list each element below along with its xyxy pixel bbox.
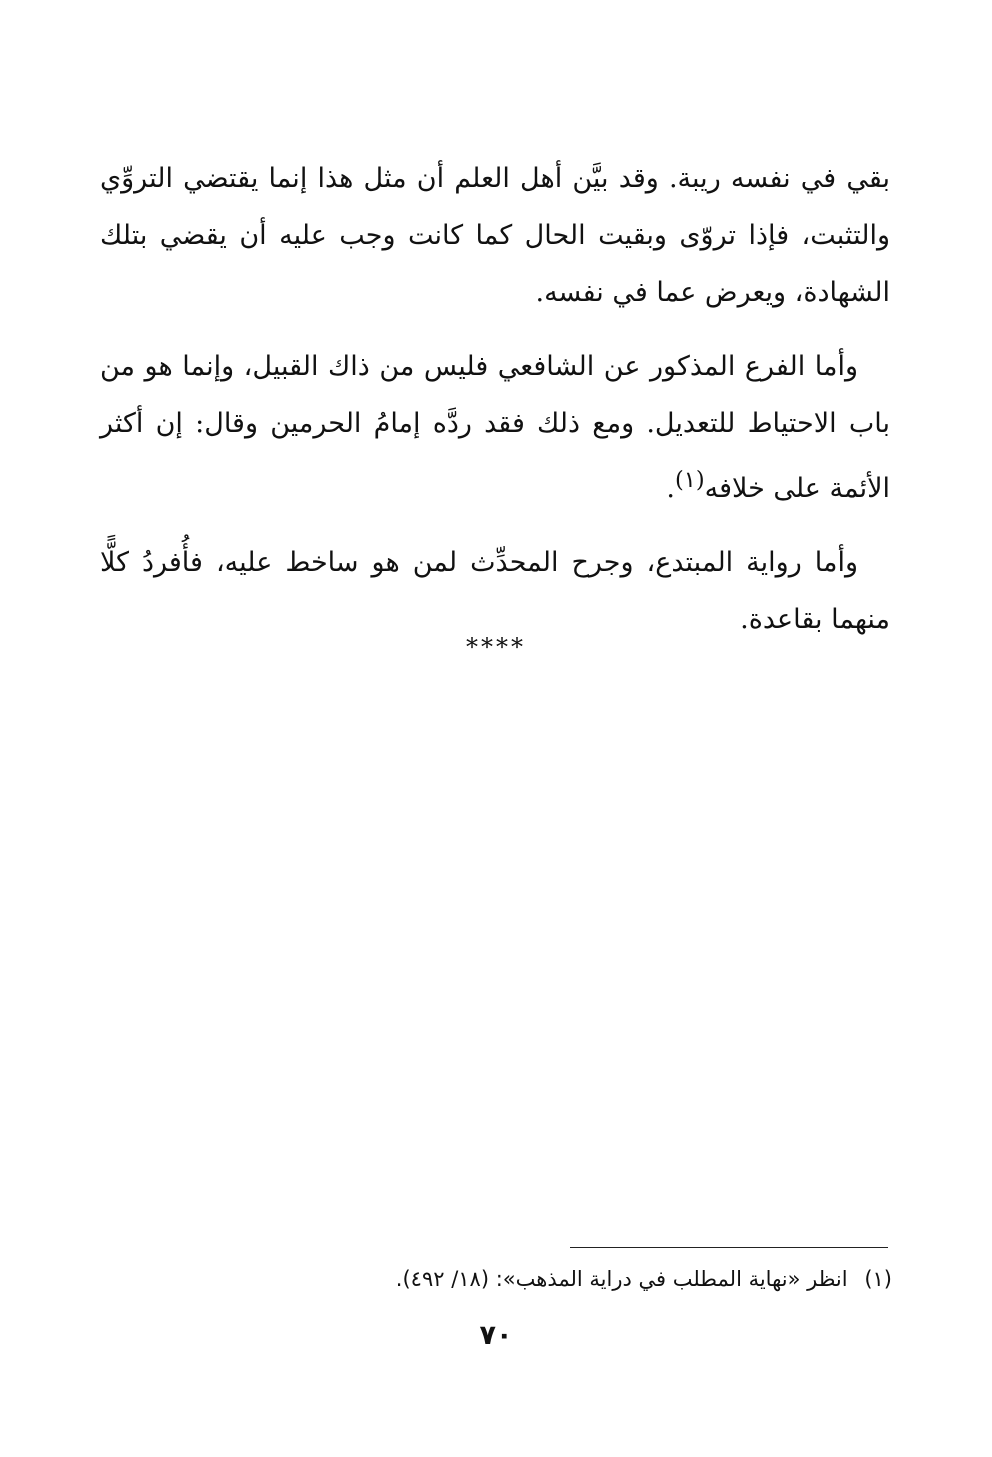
section-separator: **** (466, 633, 526, 661)
paragraph-1: بقي في نفسه ريبة. وقد بيَّن أهل العلم أن مثل هذا إنما يقتضي التروِّي والتثبت، فإذا تروّى وبقيت الحال كما كانت وجب عليه أن يقضي بتلك الشهادة، ويعرض عما في نفسه. (100, 163, 890, 308)
paragraph-2-text: وأما الفرع المذكور عن الشافعي فليس من ذاك القبيل، وإنما هو من باب الاحتياط للتعديل. ومع ذلك فقد ردَّه إمامُ الحرمين وقال: إن أكثر الأئمة على خلافه (100, 351, 890, 504)
footnote-reference[interactable]: (١) (674, 467, 705, 493)
main-text (100, 150, 890, 665)
paragraph-3: وأما رواية المبتدع، وجرح المحدِّث لمن هو ساخط عليه، فأُفردُ كلًّا منهما بقاعدة. (100, 547, 890, 635)
footnote-divider (570, 1247, 888, 1248)
page-number: ٧٠ (479, 1320, 513, 1351)
footnote-marker: (١) (864, 1267, 892, 1291)
paragraph-2-tail: . (666, 473, 675, 504)
paragraph-2 (100, 338, 890, 517)
footnote-text: انظر «نهاية المطلب في دراية المذهب»: (١٨/ ٤٩٢). (395, 1267, 848, 1291)
footnote (100, 1262, 892, 1296)
